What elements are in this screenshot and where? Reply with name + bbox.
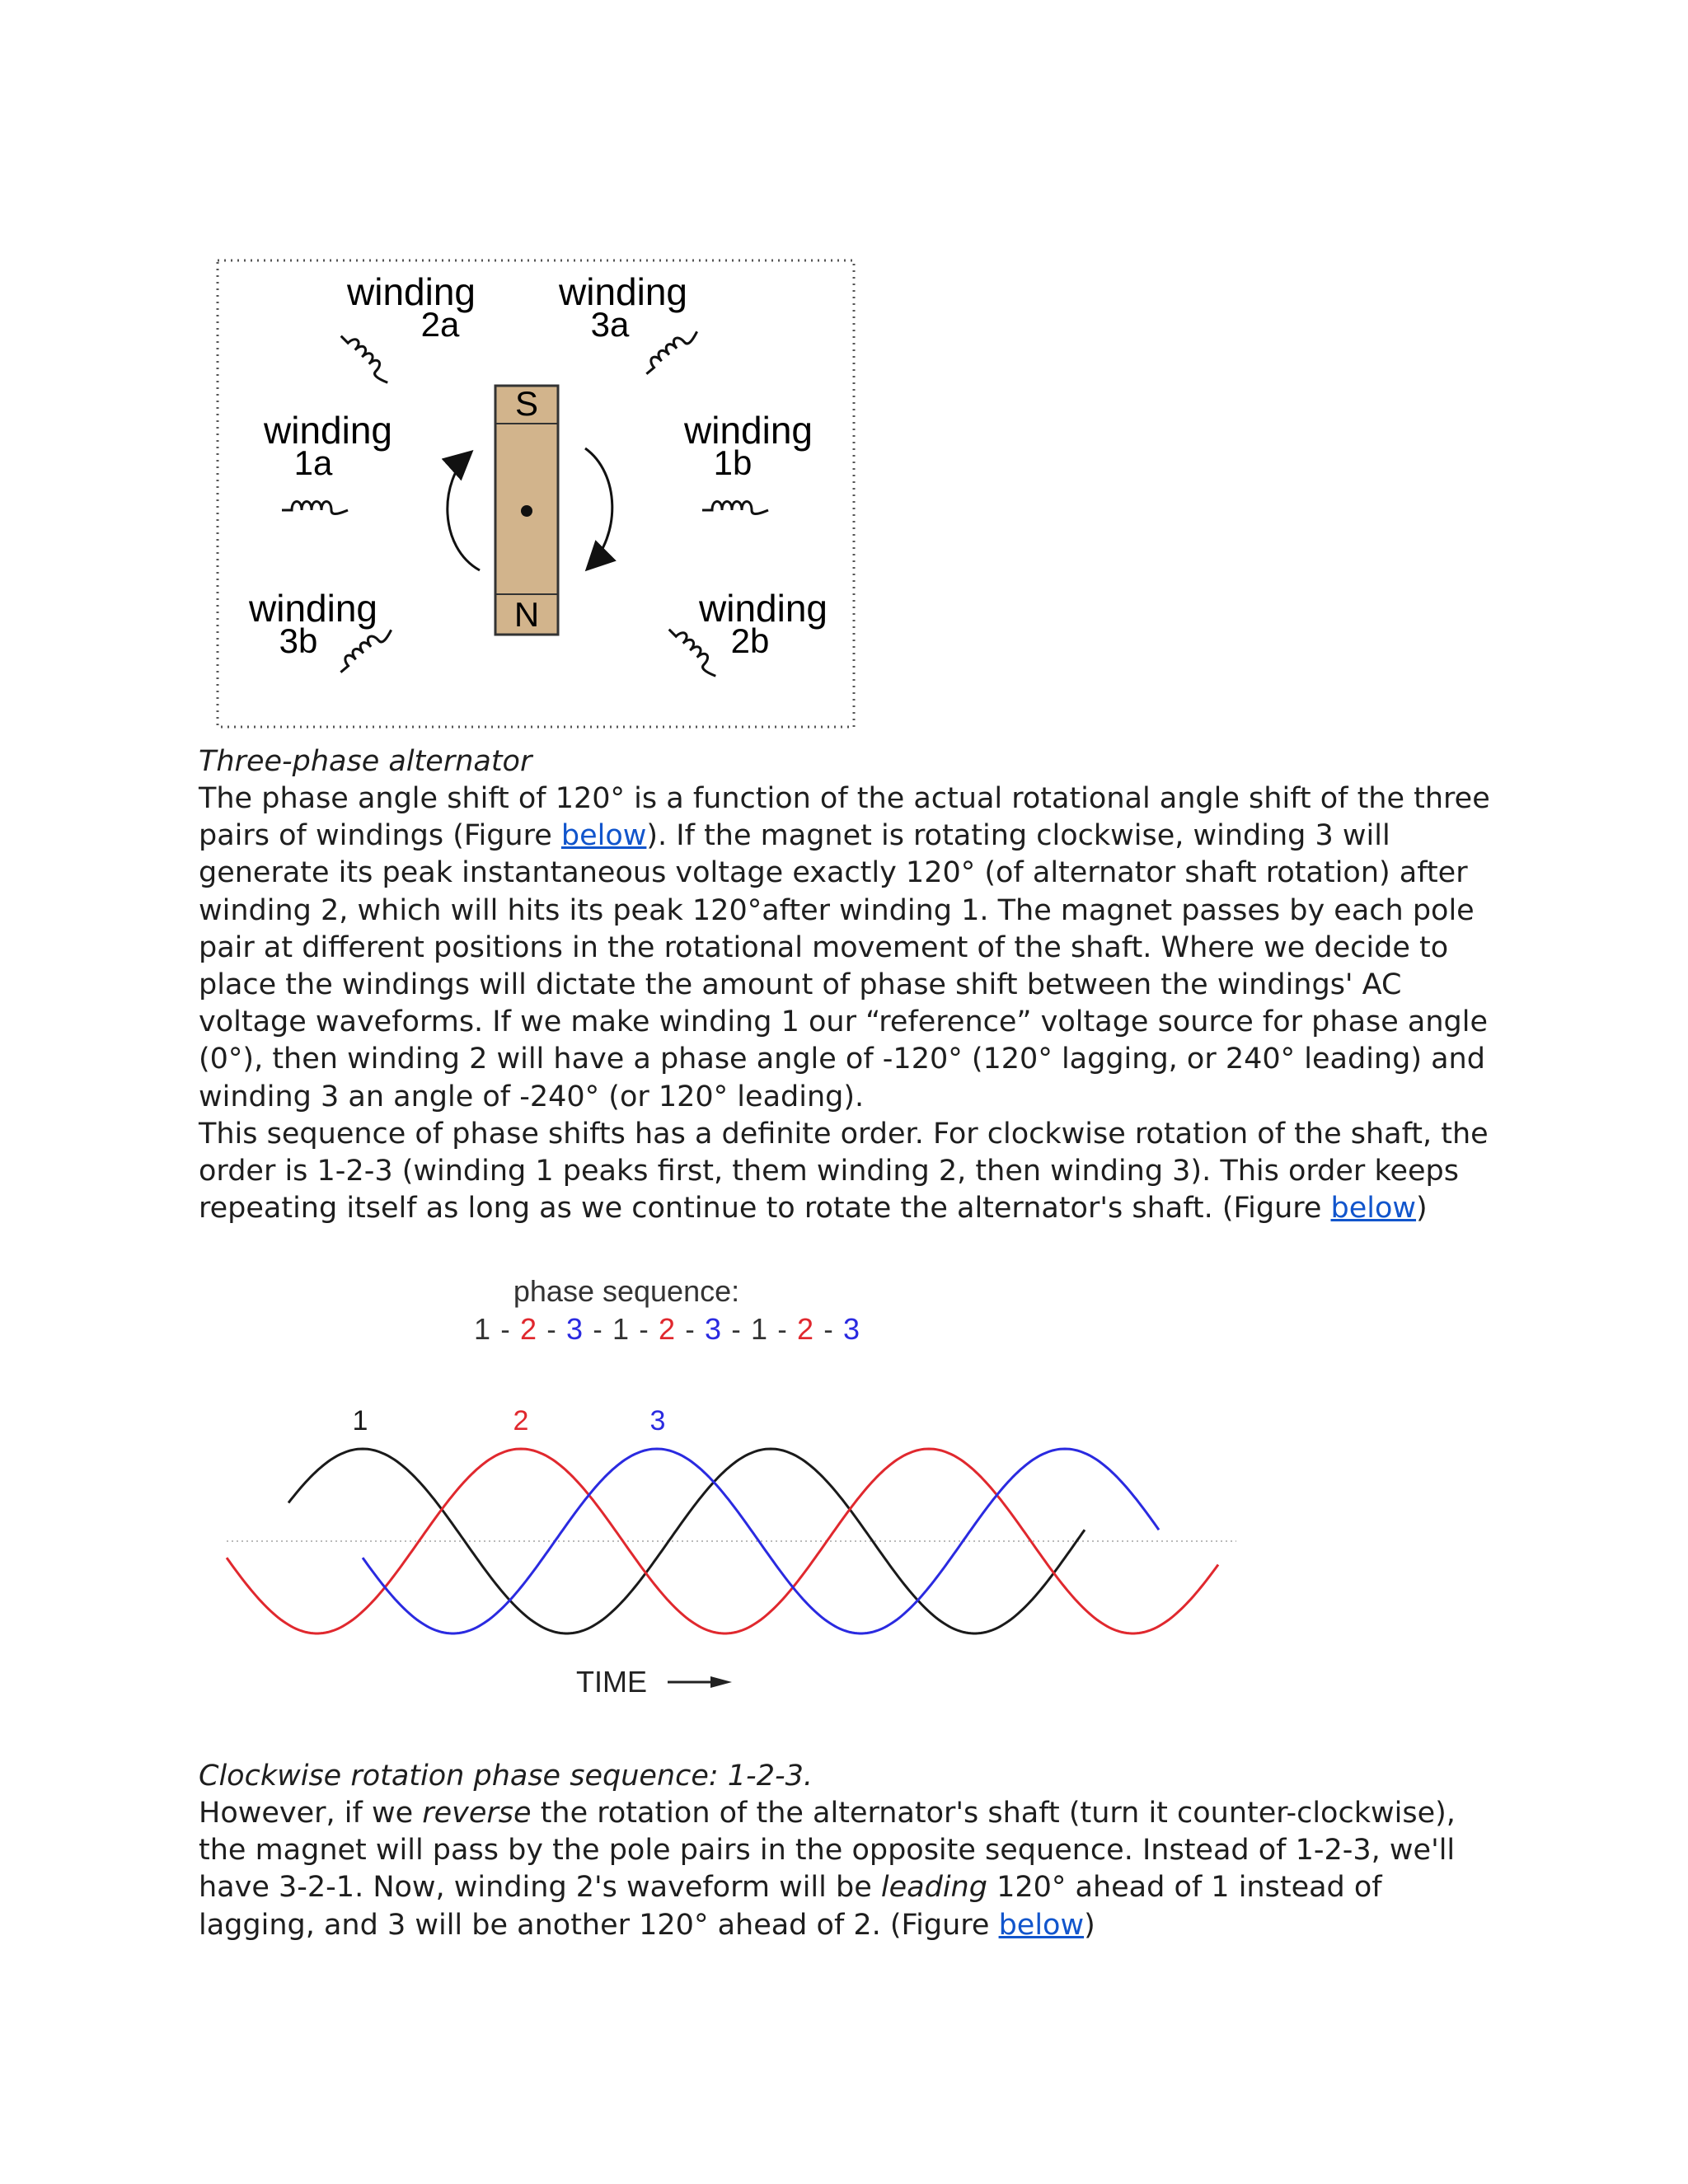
winding-1b-id: 1b xyxy=(713,443,753,482)
winding-3b-id: 3b xyxy=(279,621,318,660)
winding-1a-coil-icon xyxy=(282,502,348,514)
sequence-separator: - xyxy=(685,1315,695,1346)
figure2-caption: Clockwise rotation phase sequence: 1-2-3. xyxy=(199,1760,813,1793)
winding-1a-id: 1a xyxy=(293,443,333,482)
winding-2b-coil-icon xyxy=(667,623,722,678)
winding-3a-coil-icon xyxy=(641,325,700,377)
paragraph-3 xyxy=(199,1795,1501,1944)
winding-2a-id: 2a xyxy=(420,305,460,344)
paragraph-1 xyxy=(199,780,1501,1227)
para2-figure-link[interactable]: below xyxy=(1330,1192,1417,1226)
winding-2a-label: winding xyxy=(347,270,476,313)
wave-label-2: 2 xyxy=(513,1405,529,1436)
magnet-axis-dot xyxy=(521,505,532,517)
winding-2b-id: 2b xyxy=(730,621,770,660)
para3-text-c: 120° ahead of 1 instead of lagging, and 3 will be another 120° ahead of 2. (Figure xyxy=(199,1871,1382,1942)
sequence-separator: - xyxy=(500,1315,510,1346)
sequence-item-8: 2 xyxy=(796,1312,814,1346)
time-arrowhead-icon xyxy=(710,1676,732,1688)
sequence-item-2: 2 xyxy=(519,1312,537,1346)
para3-figure-link[interactable]: below xyxy=(998,1908,1085,1942)
para3-emphasis-reverse: reverse xyxy=(422,1797,532,1830)
time-axis-label: TIME xyxy=(576,1665,647,1699)
para3-text-b: the rotation of the alternator's shaft (turn it counter-clockwise), the magnet will pass by the pole pairs in the opposite sequence. Instead of 1-2-3, we'll have 3-2-1. Now, winding 2's waveform will be xyxy=(199,1797,1456,1905)
rotation-arrow-left-icon xyxy=(448,453,480,570)
winding-3b-label: winding xyxy=(249,587,377,630)
winding-1b-label: winding xyxy=(684,409,813,452)
para2-text-a: This sequence of phase shifts has a definite order. For clockwise rotation of the shaft, the order is 1-2-3 (winding 1 peaks first, them winding 2, then winding 3). This order keeps repeating itself as long as we continue to rotate the alternator's shaft. (Figure xyxy=(199,1117,1489,1226)
sequence-separator: - xyxy=(593,1315,603,1346)
winding-1b-coil-icon xyxy=(702,502,768,514)
sequence-separator: - xyxy=(823,1315,833,1346)
wave-label-3: 3 xyxy=(649,1405,666,1436)
phase-sequence-diagram xyxy=(198,1265,1269,1710)
phase-sequence-row xyxy=(474,1312,860,1346)
sequence-item-4: 1 xyxy=(612,1312,630,1346)
alternator-diagram xyxy=(216,259,856,729)
para1-figure-link[interactable]: below xyxy=(560,819,647,853)
sequence-item-6: 3 xyxy=(704,1312,722,1346)
sequence-item-9: 3 xyxy=(842,1312,860,1346)
sequence-item-5: 2 xyxy=(658,1312,676,1346)
sequence-item-1: 1 xyxy=(473,1312,491,1346)
sequence-item-3: 3 xyxy=(565,1312,584,1346)
rotation-arrow-right-icon xyxy=(585,448,612,568)
sequence-separator: - xyxy=(731,1315,741,1346)
winding-3a-id: 3a xyxy=(590,305,630,344)
sequence-separator: - xyxy=(546,1315,556,1346)
magnet-north-pole: N xyxy=(513,595,540,634)
para1-text-b: ). If the magnet is rotating clockwise, winding 3 will generate its peak instantaneous voltage exactly 120° (of alternator shaft rotation) after winding 2, which will hits its peak 120°after winding 1. The magnet passes by each pole pair at different positions in the rotational movement of the shaft. Where we decide to place the windings will dictate the amount of phase shift between the windings' AC voltage waveforms. If we make winding 1 our “reference” voltage source for phase angle (0°), then winding 2 will have a phase angle of -120° (120° lagging, or 240° leading) and winding 3 an angle of -240° (or 120° leading). xyxy=(199,819,1489,1113)
figure1-caption: Three-phase alternator xyxy=(199,745,532,778)
para3-text-a: However, if we xyxy=(199,1797,423,1830)
sequence-separator: - xyxy=(639,1315,649,1346)
winding-3a-label: winding xyxy=(559,270,687,313)
para3-emphasis-leading: leading xyxy=(880,1871,987,1905)
winding-2a-coil-icon xyxy=(339,330,394,385)
para2-text-b: ) xyxy=(1416,1192,1428,1226)
sequence-separator: - xyxy=(777,1315,787,1346)
magnet-south-pole: S xyxy=(514,384,539,423)
wave-label-1: 1 xyxy=(352,1405,368,1436)
para3-text-d: ) xyxy=(1084,1908,1095,1942)
para1-text-a: The phase angle shift of 120° is a function of the actual rotational angle shift of the three pairs of windings (Figure xyxy=(199,782,1490,853)
winding-3b-coil-icon xyxy=(335,623,394,675)
phase-sequence-title: phase sequence: xyxy=(513,1274,740,1308)
winding-2b-label: winding xyxy=(699,587,828,630)
winding-1a-label: winding xyxy=(264,409,392,452)
sequence-item-7: 1 xyxy=(750,1312,768,1346)
